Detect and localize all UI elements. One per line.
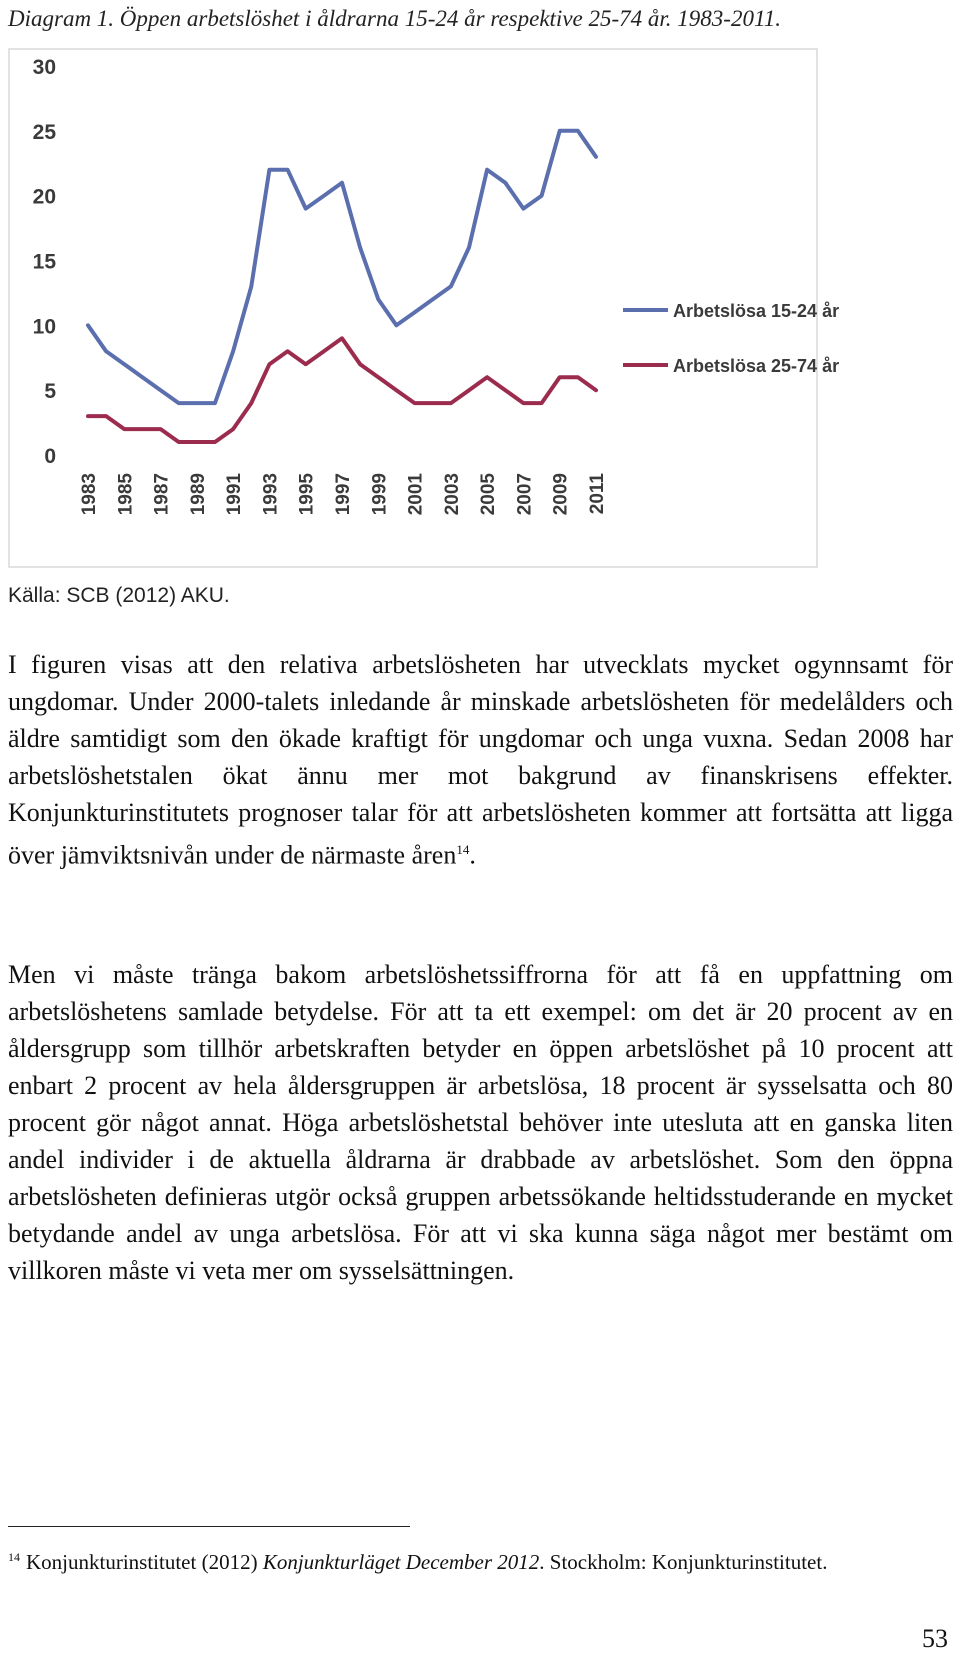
y-tick-label: 10 xyxy=(32,315,56,339)
x-tick-label: 1995 xyxy=(296,473,318,516)
footnote-divider xyxy=(8,1526,410,1527)
x-tick-label: 2009 xyxy=(550,473,572,516)
x-tick-label: 2011 xyxy=(587,473,608,515)
series-line-2 xyxy=(88,338,596,442)
y-tick-label: 15 xyxy=(32,250,56,274)
x-tick-label: 2003 xyxy=(441,473,463,516)
y-tick-label: 25 xyxy=(32,120,56,144)
x-tick-label: 1987 xyxy=(151,473,173,516)
y-tick-label: 5 xyxy=(44,380,56,404)
y-tick-label: 0 xyxy=(44,445,56,468)
paragraph-1-end: . xyxy=(469,840,476,870)
paragraph-1-text: I figuren visas att den relativa arbetslösheten har utvecklats mycket ogynnsamt för ungdomar. Under 2000-talets inledande år minskade arbetslösheten för medelålders och äldre samtidigt som den ökade kraftigt för ungdomar och unga vuxna. Sedan 2008 har arbetslöshetstalen ökat ännu mer mot bakgrund av finanskrisens effekter. Konjunkturinstitutets prognoser talar för att arbetslösheten kommer att fortsätta att ligga över jämviktsnivån under de närmaste åren xyxy=(8,650,953,870)
x-tick-label: 1989 xyxy=(187,473,209,516)
footnote-title: Konjunkturläget December 2012 xyxy=(262,1550,540,1574)
paragraph-2: Men vi måste tränga bakom arbetslöshetssiffrorna för att få en uppfattning om arbetslöshetens samlade betydelse. För att ta ett exempel: om det är 20 procent av en åldersgrupp som tillhör arbetskraften betyder en öppen arbetslöshet på 10 procent att enbart 2 procent av hela åldersgruppen är arbetslösa, 18 procent är sysselsatta och 80 procent gör något annat. Höga arbetslöshetstal behöver inte utesluta att en ganska liten andel individer i de aktuella åldrarna är drabbade av arbetslöshet. Som den öppna arbetslösheten definieras utgör också gruppen arbetssökande heltidsstuderande en mycket betydande andel av unga arbetslösa. För att vi ska kunna säga något mer bestämt om villkoren måste vi veta mer om sysselsättningen. xyxy=(8,960,953,1285)
x-tick-label: 1997 xyxy=(333,473,354,516)
paragraph-1 xyxy=(8,646,953,874)
chart-svg xyxy=(8,48,840,568)
x-tick-label: 1993 xyxy=(260,473,282,516)
footnote-text-after: . Stockholm: Konjunkturinstitutet. xyxy=(539,1550,828,1574)
series-line-1 xyxy=(88,131,596,403)
y-tick-label: 30 xyxy=(32,56,56,79)
chart-source: Källa: SCB (2012) AKU. xyxy=(8,584,230,607)
footnote-number: 14 xyxy=(8,1550,20,1564)
page-number: 53 xyxy=(922,1624,948,1653)
footnote-text-before: Konjunkturinstitutet (2012) xyxy=(26,1550,263,1574)
x-tick-label: 1983 xyxy=(79,473,100,516)
x-tick-label: 1991 xyxy=(224,473,246,516)
x-tick-label: 2007 xyxy=(514,473,536,516)
footnote-reference[interactable]: 14 xyxy=(456,842,470,857)
unemployment-line-chart xyxy=(8,48,840,568)
x-tick-label: 2001 xyxy=(405,473,427,516)
figure-caption: Diagram 1. Öppen arbetslöshet i åldrarna 15-24 år respektive 25-74 år. 1983-2011. xyxy=(8,6,781,31)
y-tick-label: 20 xyxy=(32,185,56,209)
x-tick-label: 2005 xyxy=(478,473,500,516)
legend-label-1: Arbetslösa 15-24 år xyxy=(673,301,840,321)
x-tick-label: 1999 xyxy=(369,473,391,516)
footnote xyxy=(8,1542,953,1577)
x-tick-label: 1985 xyxy=(115,473,137,516)
legend-label-2: Arbetslösa 25-74 år xyxy=(673,356,840,376)
